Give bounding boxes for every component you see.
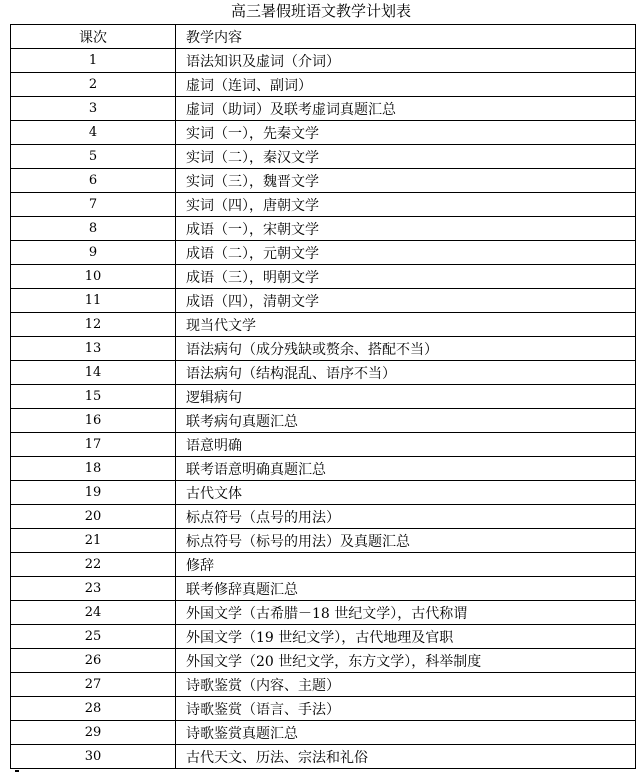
lesson-content-cell: 诗歌鉴赏（语言、手法） [176,697,636,721]
lesson-number-cell: 15 [11,385,176,409]
lesson-content-cell: 标点符号（标号的用法）及真题汇总 [176,529,636,553]
table-row [11,601,636,625]
lesson-content-cell: 语法知识及虚词（介词） [176,49,636,73]
table-row [11,577,636,601]
lesson-number-cell: 30 [11,745,176,769]
table-row [11,265,636,289]
lesson-content-cell: 实词（一），先秦文学 [176,121,636,145]
lesson-number-cell: 2 [11,73,176,97]
lesson-number-cell: 24 [11,601,176,625]
lesson-number-cell: 6 [11,169,176,193]
lesson-content-cell: 联考语意明确真题汇总 [176,457,636,481]
lesson-content-cell: 诗歌鉴赏（内容、主题） [176,673,636,697]
lesson-number-cell: 26 [11,649,176,673]
lesson-number-cell: 21 [11,529,176,553]
lesson-content-cell: 实词（二），秦汉文学 [176,145,636,169]
table-row [11,145,636,169]
table-row [11,49,636,73]
lesson-number-cell: 9 [11,241,176,265]
lesson-number-cell: 17 [11,433,176,457]
lesson-content-cell: 古代文体 [176,481,636,505]
lesson-content-cell: 修辞 [176,553,636,577]
table-row [11,217,636,241]
table-row [11,529,636,553]
lesson-content-cell: 成语（一），宋朝文学 [176,217,636,241]
table-row [11,433,636,457]
column-header-content: 教学内容 [176,25,636,49]
lesson-content-cell: 语法病句（结构混乱、语序不当） [176,361,636,385]
table-row [11,553,636,577]
lesson-number-cell: 27 [11,673,176,697]
lesson-number-cell: 13 [11,337,176,361]
table-row [11,193,636,217]
lesson-content-cell: 诗歌鉴赏真题汇总 [176,721,636,745]
table-row [11,505,636,529]
lesson-number-cell: 22 [11,553,176,577]
table-row [11,73,636,97]
lesson-content-cell: 实词（四），唐朝文学 [176,193,636,217]
lesson-content-cell: 外国文学（20 世纪文学，东方文学），科举制度 [176,649,636,673]
lesson-number-cell: 19 [11,481,176,505]
table-row [11,385,636,409]
table-row [11,361,636,385]
table-row [11,121,636,145]
lesson-content-cell: 联考修辞真题汇总 [176,577,636,601]
table-row [11,673,636,697]
table-row [11,409,636,433]
lesson-number-cell: 28 [11,697,176,721]
table-row [11,457,636,481]
lesson-number-cell: 10 [11,265,176,289]
lesson-plan-table [10,24,636,769]
lesson-content-cell: 语法病句（成分残缺或赘余、搭配不当） [176,337,636,361]
lesson-number-cell: 11 [11,289,176,313]
lesson-number-cell: 4 [11,121,176,145]
lesson-number-cell: 12 [11,313,176,337]
lesson-content-cell: 外国文学（19 世纪文学），古代地理及官职 [176,625,636,649]
table-row [11,649,636,673]
lesson-number-cell: 1 [11,49,176,73]
table-row [11,337,636,361]
table-body [11,49,636,769]
lesson-number-cell: 14 [11,361,176,385]
table-row [11,289,636,313]
lesson-number-cell: 7 [11,193,176,217]
lesson-content-cell: 实词（三），魏晋文学 [176,169,636,193]
lesson-content-cell: 成语（三），明朝文学 [176,265,636,289]
table-row [11,625,636,649]
table-row [11,241,636,265]
table-row [11,697,636,721]
lesson-content-cell: 成语（四），清朝文学 [176,289,636,313]
table-row [11,169,636,193]
lesson-number-cell: 25 [11,625,176,649]
table-row [11,745,636,769]
lesson-content-cell: 外国文学（古希腊－18 世纪文学），古代称谓 [176,601,636,625]
table-row [11,481,636,505]
table-row [11,97,636,121]
lesson-content-cell: 古代天文、历法、宗法和礼俗 [176,745,636,769]
column-header-lesson: 课次 [11,25,176,49]
page-title: 高三暑假班语文教学计划表 [230,2,411,20]
lesson-content-cell: 虚词（助词）及联考虚词真题汇总 [176,97,636,121]
lesson-number-cell: 5 [11,145,176,169]
lesson-number-cell: 3 [11,97,176,121]
lesson-content-cell: 标点符号（点号的用法） [176,505,636,529]
lesson-content-cell: 虚词（连词、副词） [176,73,636,97]
lesson-content-cell: 语意明确 [176,433,636,457]
lesson-content-cell: 现当代文学 [176,313,636,337]
table-header-row [11,25,636,49]
lesson-number-cell: 20 [11,505,176,529]
lesson-number-cell: 23 [11,577,176,601]
table-row [11,313,636,337]
lesson-content-cell: 联考病句真题汇总 [176,409,636,433]
page-mark [15,770,19,772]
lesson-number-cell: 16 [11,409,176,433]
lesson-number-cell: 8 [11,217,176,241]
table-row [11,721,636,745]
lesson-number-cell: 18 [11,457,176,481]
lesson-content-cell: 逻辑病句 [176,385,636,409]
lesson-number-cell: 29 [11,721,176,745]
lesson-content-cell: 成语（二），元朝文学 [176,241,636,265]
